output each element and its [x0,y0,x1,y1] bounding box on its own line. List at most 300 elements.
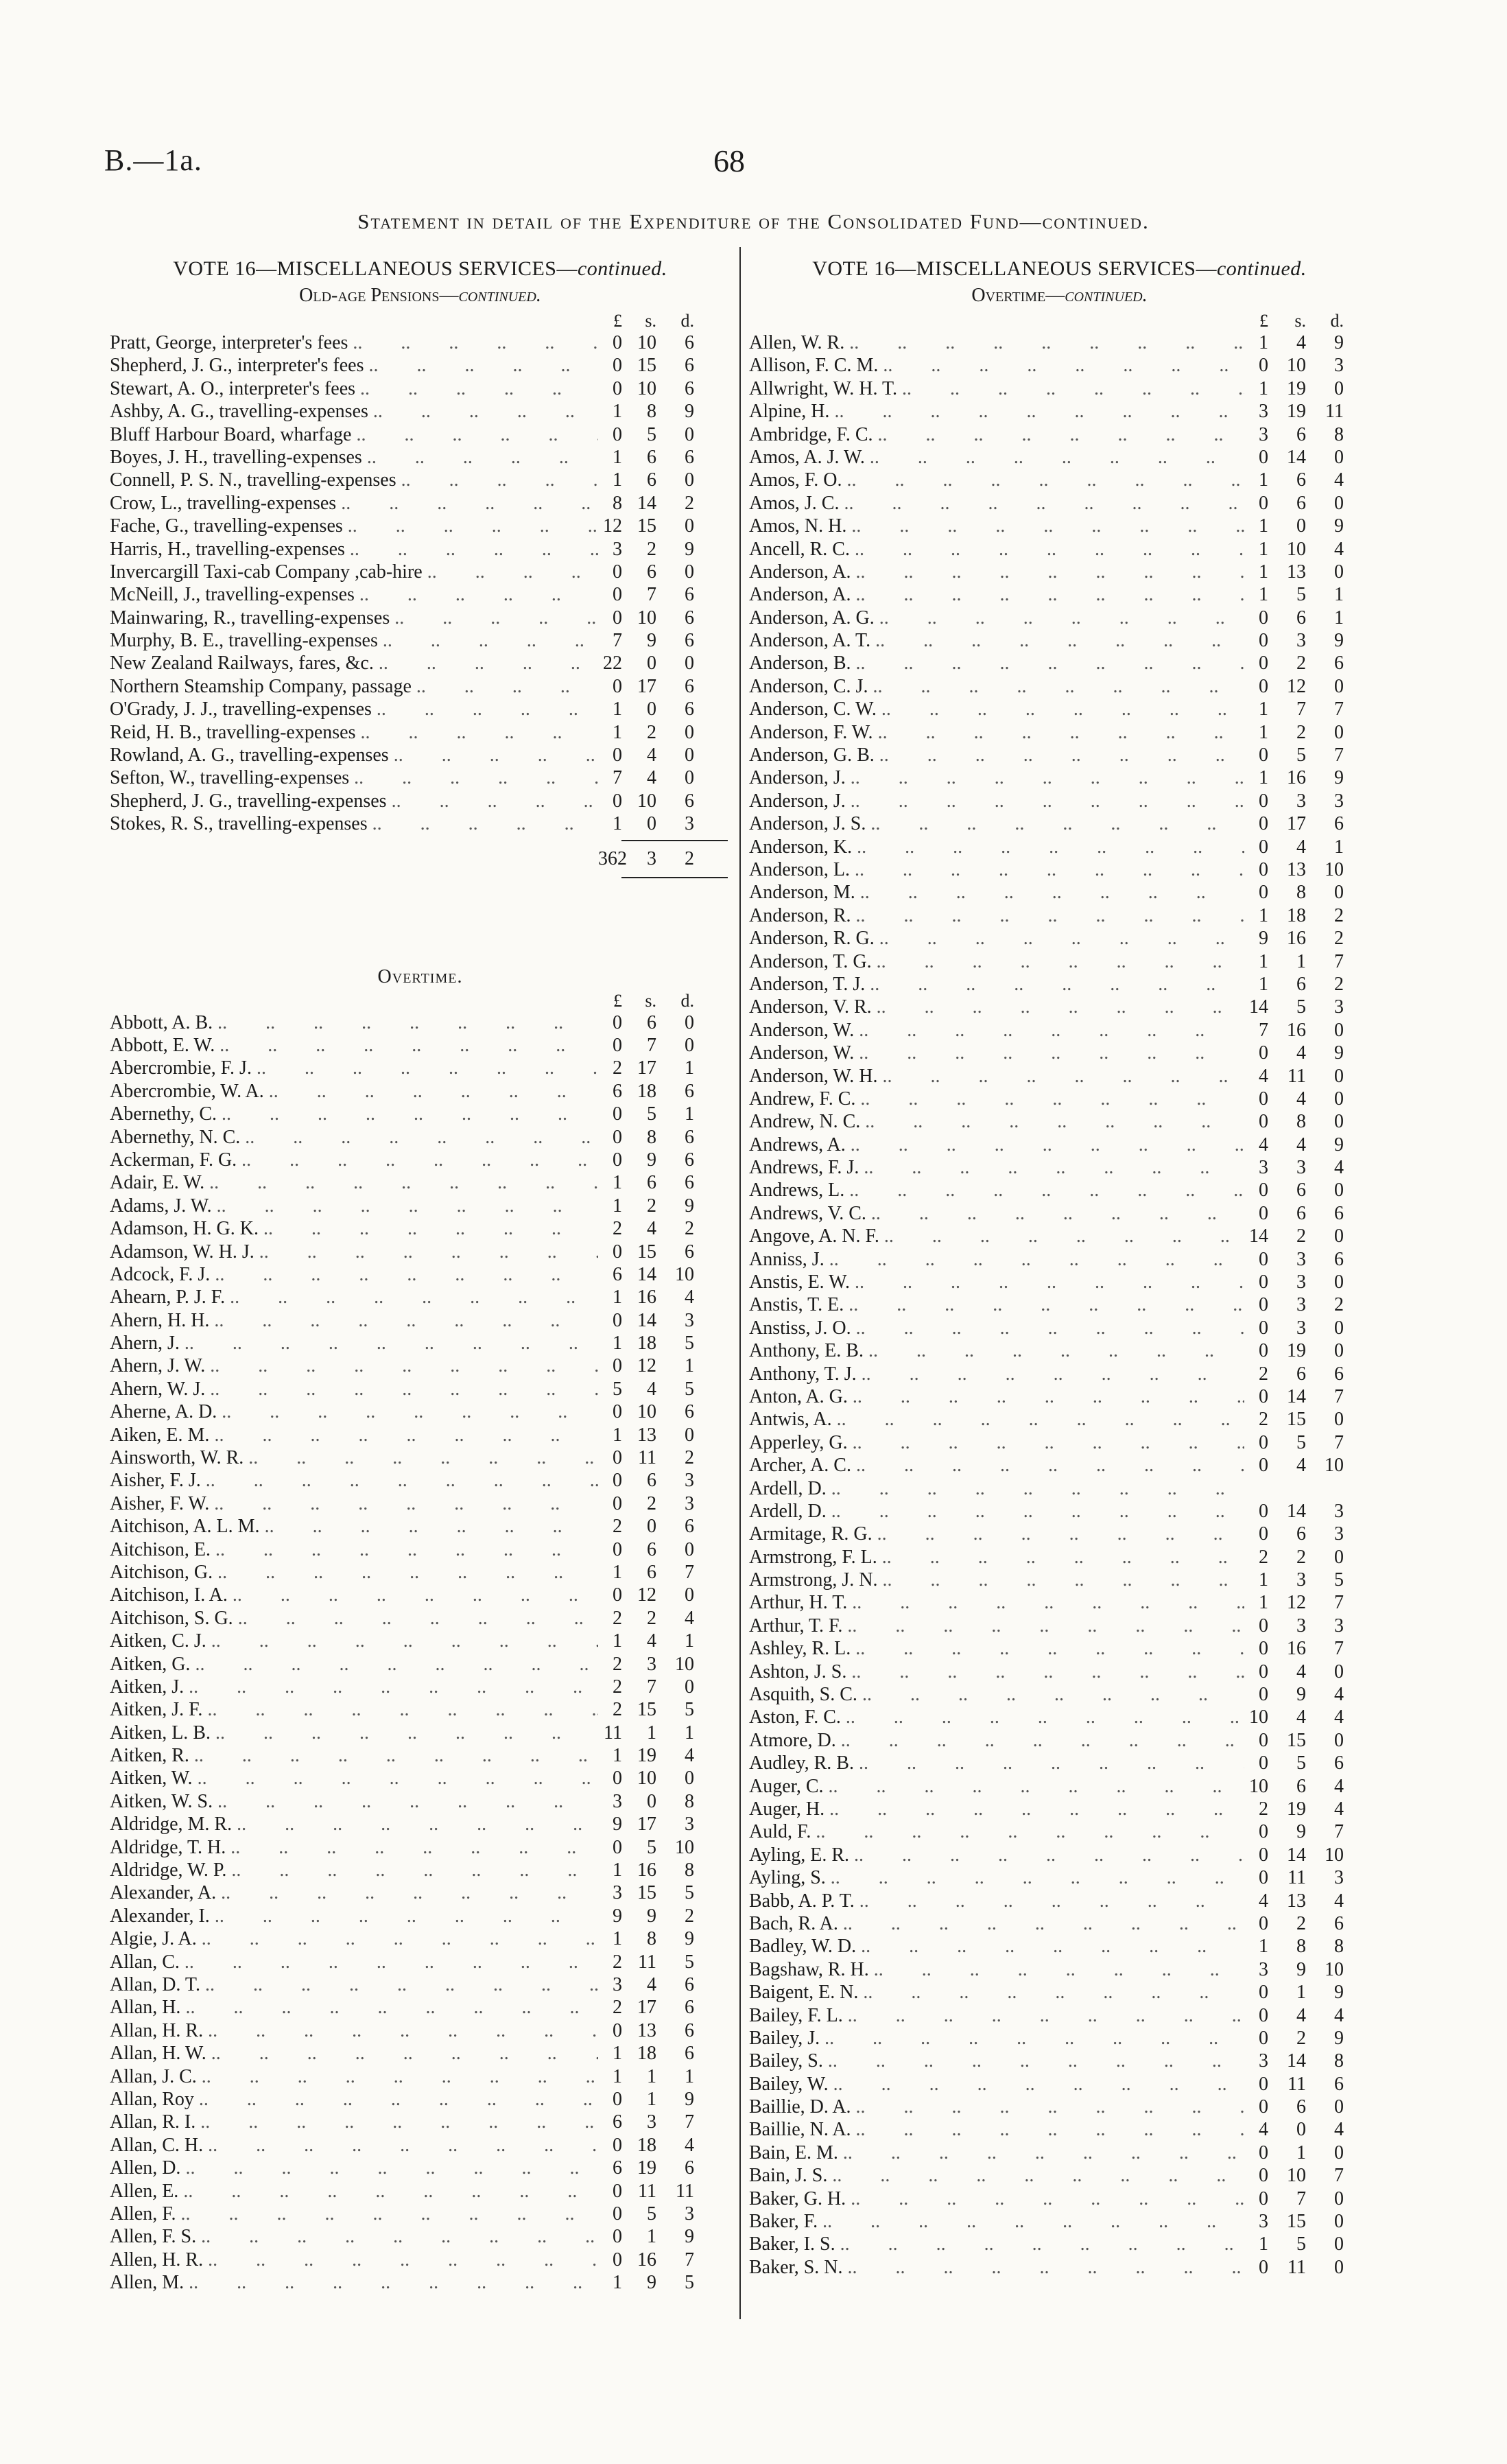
amount-pounds: 1 [1259,721,1268,743]
amount-pounds: 0 [1259,446,1268,468]
payee-name: Anton, A. G. .. [749,1385,1244,1408]
amount-pounds: 14 [1249,1225,1268,1247]
payee-name: Aisher, F. J. .. [110,1469,598,1492]
amount-shillings: 19 [637,2157,656,2179]
table-row [749,1958,1370,1981]
amount-pence: 0 [685,469,694,491]
amount-pence: 4 [1334,538,1344,560]
amount-shillings: 9 [647,630,656,652]
table-row [749,973,1370,996]
table-row [749,1775,1370,1798]
table-row [110,1859,731,1881]
amount-pence: 8 [1334,1936,1344,1958]
amount-shillings: 3 [1296,1615,1306,1636]
amount-shillings: 15 [1287,1409,1306,1431]
table-row [110,766,731,789]
table-row [110,423,731,446]
payee-name: Aitken, J. .. [110,1676,598,1698]
amount-pence: 0 [1334,561,1344,583]
amount-shillings: 4 [647,767,656,789]
amount-pounds: 2 [613,1951,622,1973]
payee-name: Abbott, A. B. .. [110,1011,598,1034]
payee-name: Bain, E. M. .. [749,2142,1244,2164]
amount-pence: 6 [685,607,694,629]
amount-pence: 5 [685,1378,694,1400]
amount-pounds: 1 [613,2043,622,2065]
section-title-right: Overtime—continued. [971,285,1148,306]
amount-pounds: 0 [1259,1385,1268,1407]
amount-pounds: 0 [1259,1684,1268,1706]
table-row [749,1134,1370,1156]
amount-shillings: 4 [1296,2004,1306,2026]
payee-name: Andrew, F. C. .. [749,1088,1244,1110]
payee-name: Ahern, J. W. .. [110,1354,598,1377]
payee-name: Fache, G., travelling-expenses .. [110,515,598,537]
amount-shillings: 9 [1296,1958,1306,1980]
amount-pence: 0 [685,744,694,766]
amount-pence: 6 [1334,1363,1344,1385]
amount-shillings: 6 [647,446,656,468]
payee-name: Anderson, L. .. [749,858,1244,881]
table-row [110,538,731,561]
amount-pence: 0 [1334,377,1344,399]
amount-pence: 0 [1334,2142,1344,2163]
amount-pence: 0 [1334,675,1344,697]
amount-pounds: 0 [1259,492,1268,514]
amount-shillings: 11 [1288,2256,1306,2278]
amount-shillings: 3 [1296,1569,1306,1591]
table-row [110,2134,731,2157]
pounds-header: £ [613,311,622,331]
amount-pence: 0 [685,1768,694,1790]
payee-name: Anderson, K. .. [749,836,1244,858]
amount-pounds: 9 [613,1814,622,1835]
amount-shillings: 10 [637,377,656,399]
amount-pence: 7 [685,2111,694,2133]
amount-shillings: 17 [637,1057,656,1079]
table-row [749,1615,1370,1637]
page-number: 68 [713,143,745,178]
amount-pence: 6 [685,1401,694,1423]
amount-pounds: 3 [1259,2050,1268,2072]
amount-pounds: 0 [613,1401,622,1423]
amount-pence: 0 [685,1538,694,1560]
table-row [749,766,1370,789]
amount-pounds: 10 [1249,1775,1268,1797]
amount-pounds: 0 [613,2226,622,2248]
amount-pounds: 10 [1249,1706,1268,1728]
amount-pounds: 0 [613,790,622,812]
amount-shillings: 3 [647,2111,656,2133]
table-row [749,698,1370,720]
amount-pounds: 0 [1259,1523,1268,1545]
amount-shillings: 8 [647,401,656,423]
amount-pence: 7 [1334,950,1344,972]
payee-name: Allen, H. R. .. [110,2249,598,2271]
table-row [749,1156,1370,1179]
amount-pounds: 0 [1259,1340,1268,1362]
table-row [749,904,1370,927]
amount-shillings: 0 [1296,515,1306,537]
amount-pence: 6 [685,1974,694,1995]
amount-shillings: 5 [1296,1752,1306,1774]
payee-name: Andrews, L. .. [749,1179,1244,1201]
amount-pence: 6 [685,790,694,812]
table-row [110,515,731,537]
amount-pounds: 1 [613,401,622,423]
amount-pounds: 0 [613,1584,622,1606]
amount-pounds: 0 [613,1470,622,1492]
table-row [110,1698,731,1721]
amount-pounds: 6 [613,2111,622,2133]
amount-pence: 6 [685,675,694,697]
amount-pence: 9 [685,1195,694,1217]
amount-pence: 10 [675,1263,694,1285]
amount-pence: 2 [1334,1294,1344,1316]
amount-pence: 6 [685,377,694,399]
payee-name: Anderson, B. .. [749,652,1244,674]
amount-pence: 3 [685,1470,694,1492]
table-row [749,515,1370,537]
table-row [749,423,1370,446]
payee-name: Ayling, E. R. .. [749,1844,1244,1866]
table-row [749,2210,1370,2233]
table-row [110,1927,731,1950]
pension-total [110,845,731,873]
amount-pounds: 0 [1259,1180,1268,1201]
payee-name: Reid, H. B., travelling-expenses .. [110,721,598,744]
amount-pounds: 2 [613,1218,622,1240]
amount-shillings: 3 [647,1653,656,1675]
payee-name: Ayling, S. .. [749,1866,1244,1889]
payee-name: Anstis, E. W. .. [749,1271,1244,1293]
payee-name: Ashley, R. L. .. [749,1637,1244,1660]
amount-pounds: 1 [1259,469,1268,491]
payee-name: Amos, N. H. .. [749,515,1244,537]
table-row [110,1332,731,1354]
table-row [110,2088,731,2111]
amount-pounds: 1 [613,446,622,468]
amount-pounds [1244,1477,1274,1500]
table-row [749,2027,1370,2050]
amount-pence: 4 [1334,1684,1344,1706]
amount-shillings: 6 [647,1172,656,1194]
amount-pounds: 0 [1259,1844,1268,1866]
amount-pence: 1 [685,1630,694,1652]
amount-pounds: 1 [1259,1569,1268,1591]
amount-pence: 11 [1325,401,1344,423]
amount-shillings: 8 [1296,1936,1306,1958]
table-row [110,1126,731,1149]
amount-pounds: 0 [613,2203,622,2225]
amount-pounds: 0 [1259,1202,1268,1224]
amount-pence: 5 [685,2272,694,2294]
table-row [749,1729,1370,1752]
amount-shillings: 1 [647,1722,656,1744]
table-row [110,2203,731,2225]
table-row [749,1844,1370,1866]
amount-pence: 0 [685,1676,694,1698]
amount-pounds: 1 [1259,699,1268,720]
table-row [110,1217,731,1240]
amount-pounds: 1 [1259,950,1268,972]
amount-pence: 0 [685,1034,694,1056]
payee-name: Archer, A. C. .. [749,1454,1244,1477]
amount-pence: 3 [685,813,694,835]
amount-pence: 6 [1334,2073,1344,2095]
payee-name: Anderson, A. .. [749,583,1244,606]
table-row [749,1477,1370,1500]
amount-pence: 4 [1334,469,1344,491]
amount-pounds: 2 [1259,1798,1268,1820]
table-row [110,1149,731,1171]
pension-expense-list [110,331,731,836]
amount-pence: 10 [1325,858,1344,880]
amount-pounds: 2 [613,1057,622,1079]
amount-pounds: 7 [613,630,622,652]
table-row [749,2073,1370,2096]
payee-name: Auger, C. .. [749,1775,1244,1798]
amount-pounds: 0 [1259,630,1268,652]
amount-pounds: 0 [613,2180,622,2202]
amount-pence: 5 [685,1882,694,1904]
payee-name: Aitken, J. F. .. [110,1698,598,1721]
amount-shillings: 0 [647,699,656,720]
table-row [110,1469,731,1492]
amount-shillings: 0 [647,1516,656,1538]
amount-pounds: 0 [613,1241,622,1263]
payee-name: Baigent, E. N. .. [749,1981,1244,2004]
amount-pence: 4 [685,2134,694,2156]
amount-pence: 4 [1334,1775,1344,1797]
amount-pence: 0 [685,767,694,789]
amount-shillings: 16 [637,1859,656,1881]
amount-pounds: 1 [1259,904,1268,926]
amount-shillings: 5 [1296,744,1306,766]
amount-pence: 1 [685,1057,694,1079]
table-row [110,698,731,720]
amount-pounds: 0 [613,2088,622,2110]
amount-shillings: 10 [637,607,656,629]
payee-name: Aitchison, S. G. .. [110,1607,598,1630]
amount-pounds: 0 [613,1011,622,1033]
payee-name: Aitchison, A. L. M. .. [110,1515,598,1538]
amount-pence: 6 [685,1126,694,1148]
payee-name: Ardell, D. .. [749,1500,1244,1523]
amount-pounds: 1 [613,2272,622,2294]
amount-shillings: 3 [1296,630,1306,652]
table-row [110,2249,731,2271]
amount-pounds: 2 [613,1516,622,1538]
payee-name: Mainwaring, R., travelling-expenses .. [110,607,598,629]
amount-pounds: 0 [1259,2256,1268,2278]
payee-name: Anderson, A. .. [749,561,1244,583]
table-row [749,858,1370,881]
amount-pounds: 0 [1259,1088,1268,1110]
table-row [749,1890,1370,1912]
payee-name: Anniss, J. .. [749,1248,1244,1271]
table-row [749,1661,1370,1683]
table-row [110,1881,731,1904]
amount-shillings: 8 [1296,882,1306,904]
amount-shillings: 10 [637,1768,656,1790]
payee-name: Anderson, J. S. .. [749,812,1244,835]
amount-pence: 0 [1334,1111,1344,1133]
amount-pounds: 6 [613,2157,622,2179]
amount-pence: 3 [685,1309,694,1331]
amount-shillings: 15 [637,1699,656,1721]
amount-shillings: 4 [1296,1455,1306,1477]
amount-pence: 3 [685,1492,694,1514]
amount-pounds: 0 [1259,1752,1268,1774]
amount-pence: 4 [1334,2119,1344,2141]
amount-shillings: 17 [637,1814,656,1835]
amount-pence: 5 [685,1333,694,1354]
table-row [110,675,731,698]
amount-shillings: 7 [647,1034,656,1056]
total-shillings: 3 [647,847,656,869]
payee-name: Bailey, J. .. [749,2027,1244,2050]
table-row [749,1798,1370,1820]
payee-name: Aldridge, T. H. .. [110,1836,598,1859]
amount-pence: 6 [685,1241,694,1263]
amount-shillings: 9 [647,2272,656,2294]
amount-pence: 9 [685,538,694,560]
amount-pounds: 0 [613,2134,622,2156]
amount-pounds: 0 [1259,653,1268,674]
amount-pounds: 2 [613,1676,622,1698]
table-row [110,1630,731,1652]
amount-shillings: 13 [637,2019,656,2041]
table-row [749,1981,1370,2004]
table-row [110,561,731,583]
amount-shillings: 2 [1296,1912,1306,1934]
amount-pounds: 0 [613,1126,622,1148]
amount-pence: 8 [685,1790,694,1812]
payee-name: Alexander, I. .. [110,1905,598,1927]
section-title-left: Old-age Pensions—continued. [299,285,541,306]
table-row [749,1866,1370,1889]
table-row [749,1431,1370,1454]
amount-pounds: 7 [1259,1019,1268,1041]
amount-pounds: 3 [1259,423,1268,445]
amount-pence: 7 [1334,1385,1344,1407]
payee-name: Aston, F. C. .. [749,1706,1244,1728]
amount-pence: 4 [685,1287,694,1309]
amount-pounds: 4 [1259,1134,1268,1155]
table-row [110,721,731,744]
amount-pence: 6 [685,446,694,468]
amount-pounds: 6 [613,1263,622,1285]
amount-shillings: 14 [637,1309,656,1331]
amount-shillings: 5 [647,423,656,445]
amount-shillings: 8 [1296,1111,1306,1133]
pence-header: d. [680,311,694,331]
payee-name: Allan, H. R. .. [110,2019,598,2042]
table-row [749,2233,1370,2255]
amount-pence: 4 [1334,1157,1344,1179]
payee-name: Bach, R. A. .. [749,1912,1244,1935]
amount-pounds: 1 [613,1745,622,1767]
payee-name: Aitken, C. J. .. [110,1630,598,1652]
amount-pence: 4 [1334,1706,1344,1728]
payee-name: Anstiss, J. O. .. [749,1317,1244,1339]
table-row [110,629,731,652]
amount-pounds: 0 [613,2019,622,2041]
amount-pounds: 5 [613,1378,622,1400]
amount-pounds: 3 [1259,401,1268,423]
amount-pounds: 0 [1259,744,1268,766]
table-row [110,1446,731,1469]
amount-shillings: 5 [1296,996,1306,1018]
table-row [110,1538,731,1561]
table-row [110,652,731,674]
amount-shillings: 1 [647,2088,656,2110]
payee-name: Baker, G. H. .. [749,2187,1244,2210]
amount-pence: 9 [1334,2027,1344,2049]
table-row [749,1042,1370,1064]
amount-pence: 6 [685,1172,694,1194]
amount-shillings: 12 [1287,675,1306,697]
amount-pence: 0 [685,721,694,743]
payee-name: O'Grady, J. J., travelling-expenses .. [110,698,598,720]
payee-name: Allan, H. .. [110,1996,598,2019]
amount-pence: 0 [1334,1271,1344,1293]
amount-shillings: 15 [1287,2211,1306,2233]
amount-pounds: 1 [613,1561,622,1583]
table-row [749,1683,1370,1706]
amount-pence: 0 [1334,882,1344,904]
payee-name: Abernethy, N. C. .. [110,1126,598,1149]
amount-pence: 1 [1334,584,1344,606]
amount-pence: 3 [685,1814,694,1835]
amount-pence: 0 [685,1584,694,1606]
payee-name: Antwis, A. .. [749,1408,1244,1431]
amount-pounds: 0 [1259,1729,1268,1751]
amount-pence: 3 [1334,1523,1344,1545]
table-row [110,1722,731,1744]
amount-shillings: 5 [1296,2233,1306,2255]
amount-pounds: 2 [613,1653,622,1675]
amount-shillings: 4 [1296,1661,1306,1682]
payee-name: Anderson, R. .. [749,904,1244,927]
amount-pence: 4 [685,1607,694,1629]
table-row [749,950,1370,973]
payee-name: Murphy, B. E., travelling-expenses .. [110,629,598,652]
amount-pence: 10 [1325,1455,1344,1477]
payee-name: Aherne, A. D. .. [110,1400,598,1423]
amount-shillings: 19 [637,1745,656,1767]
amount-pence: 7 [1334,1821,1344,1843]
amount-pounds: 3 [1259,1157,1268,1179]
amount-pounds: 1 [613,813,622,835]
amount-pence: 11 [676,2180,694,2202]
amount-shillings: 0 [647,653,656,674]
amount-pounds: 0 [1259,2142,1268,2163]
currency-header [110,311,731,331]
payee-name: Auger, H. .. [749,1798,1244,1820]
amount-pence: 3 [685,2203,694,2225]
table-row [110,1263,731,1286]
table-row [110,354,731,377]
amount-shillings: 10 [637,790,656,812]
amount-shillings: 7 [647,1676,656,1698]
payee-name: Aitken, W. .. [110,1767,598,1790]
table-row [110,607,731,629]
payee-name: Arthur, H. T. .. [749,1591,1244,1614]
amount-shillings: 6 [1296,607,1306,629]
total-rule-bottom [110,873,731,882]
